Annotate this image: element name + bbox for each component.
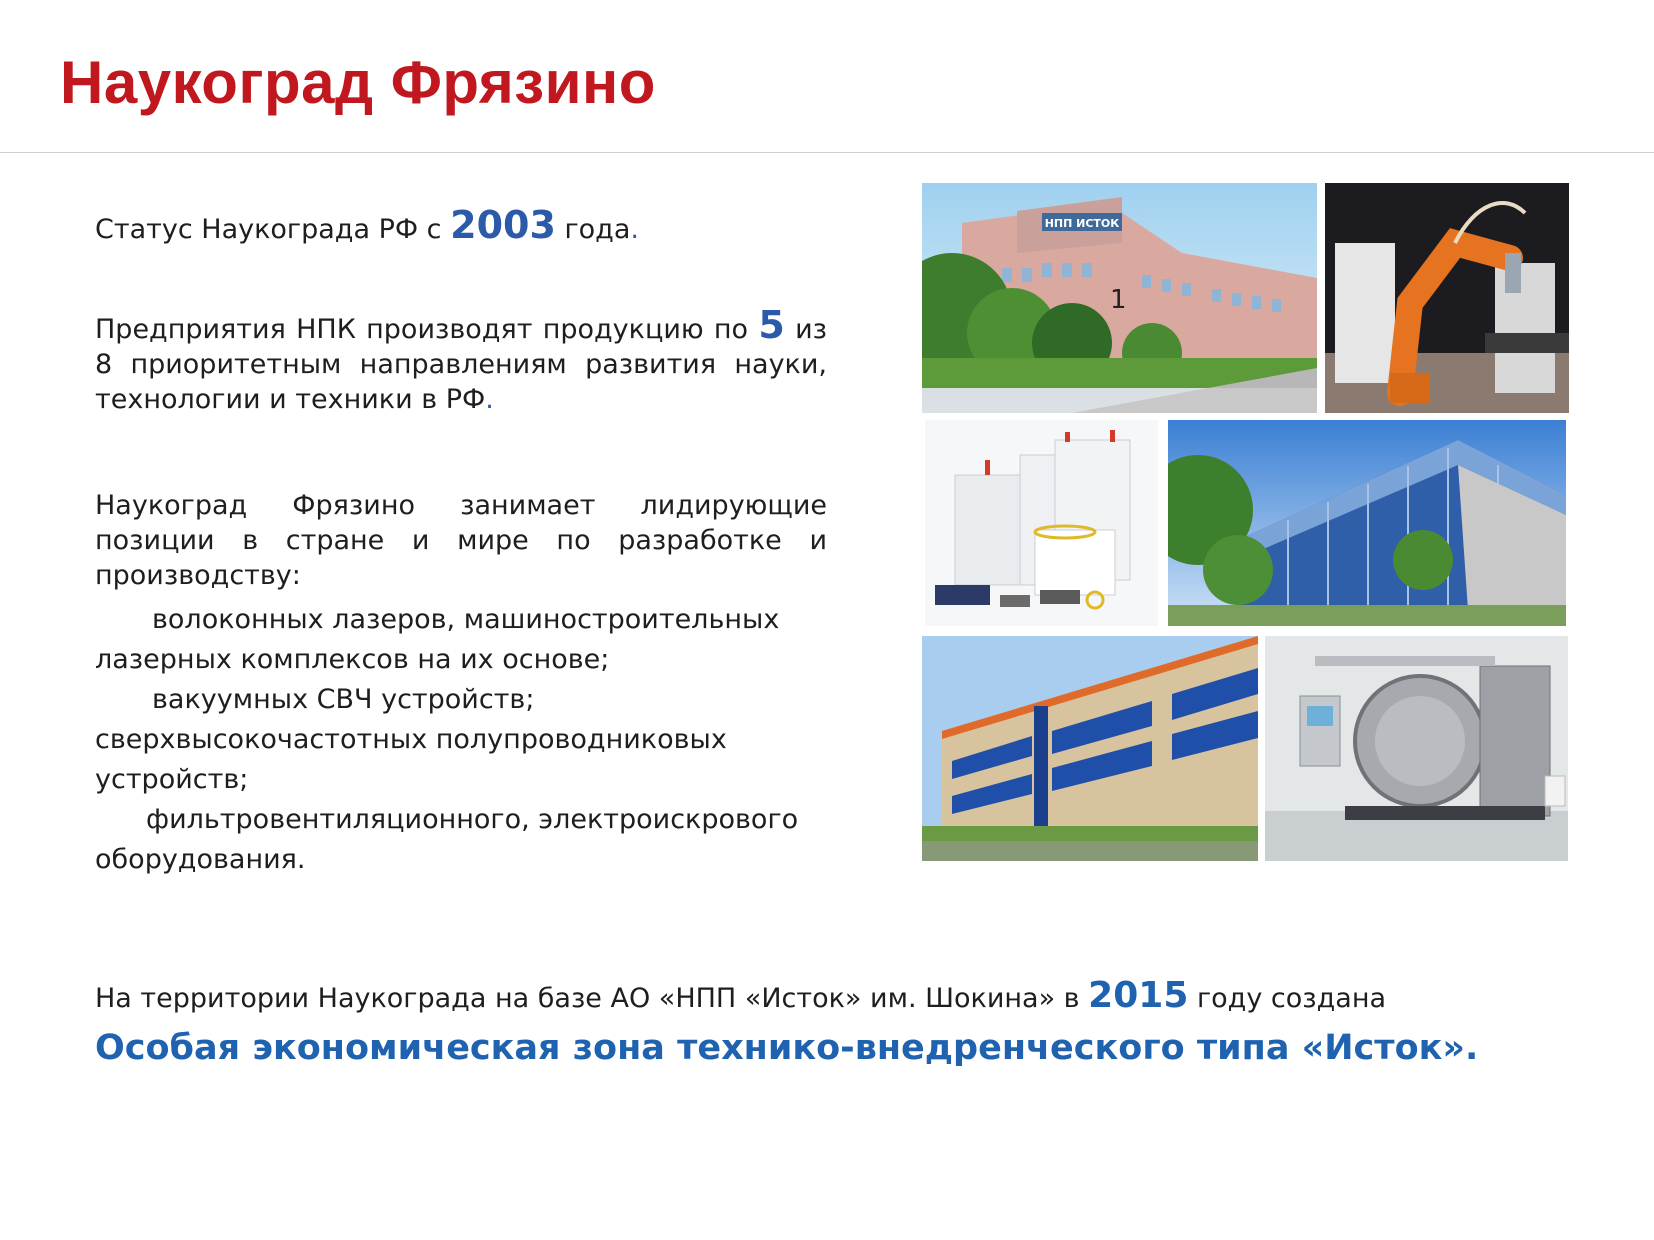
building-sign: НПП ИСТОК: [1044, 217, 1120, 230]
list-item: волоконных лазеров, машиностроительных: [152, 604, 780, 635]
photo-istok-building: [922, 183, 1317, 413]
directions-text: Предприятия НПК производят продукцию по: [95, 314, 759, 345]
list-item: фильтровентиляционного, электроискрового: [146, 804, 799, 835]
status-paragraph: [95, 203, 827, 247]
sez-text: На территории Наукограда на базе АО «НПП «Исток» им. Шокина» в: [95, 983, 1089, 1014]
list-item: сверхвысокочастотных полупроводниковых: [95, 724, 727, 755]
directions-paragraph: [95, 303, 827, 417]
photo-fiber-lasers: [925, 420, 1158, 626]
header-divider: [0, 152, 1654, 153]
list-item: лазерных комплексов на их основе;: [95, 644, 610, 675]
directions-text-end: из 8 приоритетным направлениям развития науки, технологии и техники в РФ: [95, 314, 827, 415]
building-number: 1: [1110, 285, 1127, 315]
list-item: вакуумных СВЧ устройств;: [152, 684, 535, 715]
list-item: устройств;: [95, 764, 249, 795]
photo-office-building: [922, 636, 1258, 861]
photo-vacuum-chamber: [1265, 636, 1568, 861]
list-item: оборудования.: [95, 844, 306, 875]
sez-year: 2015: [1088, 975, 1189, 1016]
leading-paragraph: Наукоград Фрязино занимает лидирующие позиции в стране и мире по разработке и производству:: [95, 490, 827, 591]
sez-text-end: году создана: [1188, 983, 1387, 1014]
directions-count: 5: [758, 303, 785, 347]
directions-dot: .: [485, 384, 494, 415]
status-year: 2003: [450, 203, 556, 247]
photo-robot-arm: [1325, 183, 1569, 413]
status-dot: .: [630, 214, 639, 245]
sez-paragraph: [95, 975, 1386, 1016]
photo-glass-building: [1168, 420, 1566, 626]
sez-name: Особая экономическая зона технико-внедренческого типа «Исток».: [95, 1028, 1479, 1068]
status-text-end: года: [555, 214, 631, 245]
page-title: Наукоград Фрязино: [60, 49, 656, 116]
status-text: Статус Наукограда РФ с: [95, 214, 451, 245]
